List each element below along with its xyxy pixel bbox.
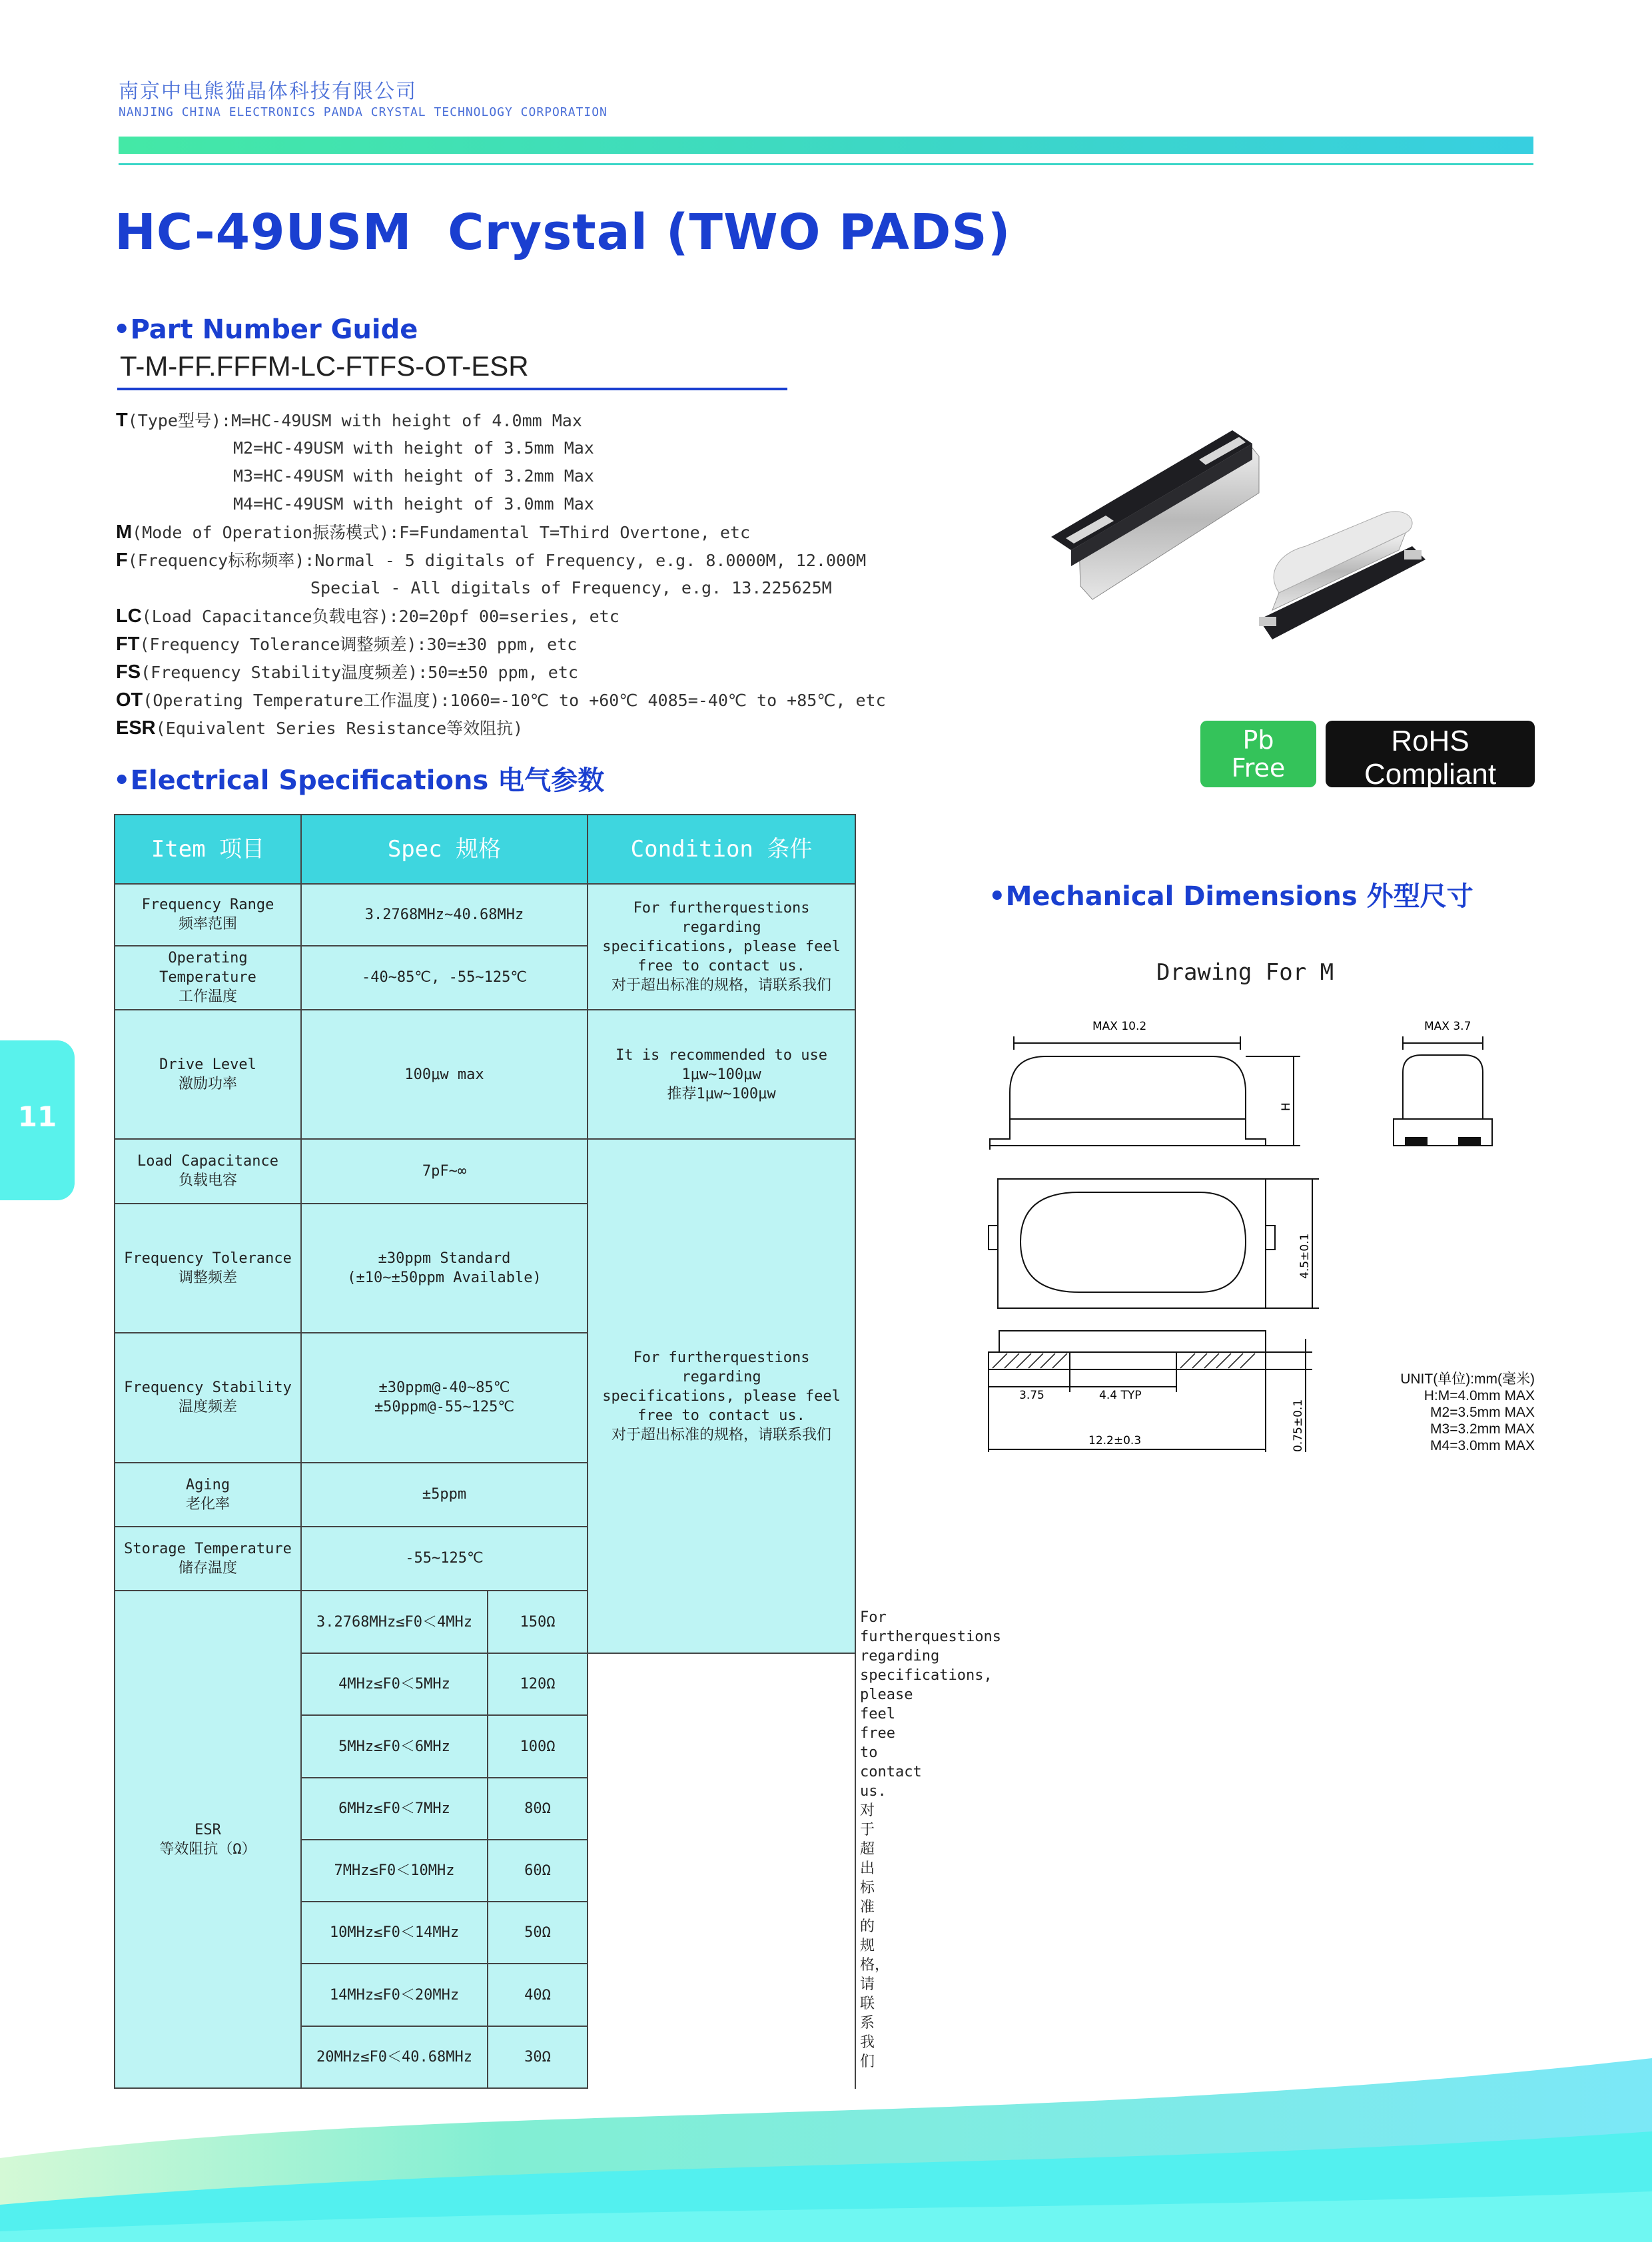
company-name-en: NANJING CHINA ELECTRONICS PANDA CRYSTAL TECHNOLOGY CORPORATION: [119, 105, 608, 119]
part-number-underline: [117, 388, 787, 390]
spec-cell: 100μw max: [301, 1010, 588, 1140]
electrical-spec-table: [114, 814, 1001, 2089]
table-row: [115, 1139, 855, 1203]
pb-free-badge: Pb Free: [1200, 721, 1316, 787]
pn-line-frequency-stability: FS(Frequency Stability温度频差):50=±50 ppm, etc: [116, 661, 578, 683]
table-row: [115, 884, 855, 945]
spec-cell: ±30ppm@-40~85℃ ±50ppm@-55~125℃: [301, 1333, 588, 1463]
esr-range-cell: 3.2768MHz≤F0＜4MHz: [301, 1591, 488, 1653]
esr-range-cell: 4MHz≤F0＜5MHz: [301, 1653, 488, 1715]
rohs-title: RoHS Compliant: [1364, 725, 1497, 791]
condition-cell: It is recommended to use 1μw~100μw 推荐1μw~100μw: [588, 1010, 855, 1140]
part-number-code: T-M-FF.FFFM-LC-FTFS-OT-ESR: [120, 350, 529, 382]
spec-cell: ±5ppm: [301, 1463, 588, 1527]
esr-range-cell: 10MHz≤F0＜14MHz: [301, 1902, 488, 1964]
electrical-specs-heading: •Electrical Specifications 电气参数: [113, 765, 605, 796]
page-title: HC-49USM Crystal (TWO PADS): [115, 204, 1011, 261]
crystal-photo: [1039, 420, 1452, 686]
unit-m4: M4=3.0mm MAX: [1430, 1438, 1535, 1453]
rohs-directive: Directive 2002/95/EC: [1342, 792, 1519, 813]
item-cell: Load Capacitance 负载电容: [115, 1139, 301, 1203]
esr-item-cell: ESR 等效阻抗（Ω）: [115, 1591, 301, 2088]
esr-range-cell: 6MHz≤F0＜7MHz: [301, 1778, 488, 1840]
dim-total-length: 12.2±0.3: [1088, 1434, 1142, 1447]
esr-range-cell: 14MHz≤F0＜20MHz: [301, 1964, 488, 2026]
esr-row: ESR 等效阻抗（Ω） 3.2768MHz≤F0＜4MHz 150Ω For furtherquestions regarding specifications, please feel free to contact us. 对于超出标准的规格，请联系我们: [115, 1591, 855, 1653]
table-header-row: [115, 815, 855, 884]
header-gradient-bar: [119, 137, 1533, 154]
esr-value-cell: 60Ω: [488, 1840, 588, 1902]
unit-title: UNIT(单位):mm(毫米): [1400, 1371, 1535, 1387]
condition-cell: For furtherquestions regarding specifications, please feel free to contact us. 对于超出标准的规格，请联系我们: [588, 1139, 855, 1653]
page-number: 11: [17, 1100, 57, 1133]
spec-cell: 7pF~∞: [301, 1139, 588, 1203]
dim-max-width: MAX 3.7: [1424, 1020, 1471, 1033]
esr-value-cell: 150Ω: [488, 1591, 588, 1653]
esr-range-cell: 20MHz≤F0＜40.68MHz: [301, 2026, 488, 2088]
part-number-guide-heading: •Part Number Guide: [113, 314, 418, 345]
item-cell: Aging 老化率: [115, 1463, 301, 1527]
pn-line-esr: ESR(Equivalent Series Resistance等效阻抗): [116, 717, 524, 739]
dim-height: H: [1280, 1102, 1293, 1111]
item-cell: Frequency Stability 温度频差: [115, 1333, 301, 1463]
spec-cell: -40~85℃, -55~125℃: [301, 946, 588, 1010]
item-cell: Frequency Range 频率范围: [115, 884, 301, 945]
col-header-item: Item 项目: [115, 815, 301, 884]
esr-range-cell: 5MHz≤F0＜6MHz: [301, 1715, 488, 1777]
esr-value-cell: 40Ω: [488, 1964, 588, 2026]
pn-line-m2: M2=HC-49USM with height of 3.5mm Max: [233, 438, 594, 458]
pn-line-load-capacitance: LC(Load Capacitance负载电容):20=20pf 00=series, etc: [116, 605, 620, 627]
item-cell: Operating Temperature 工作温度: [115, 946, 301, 1010]
esr-value-cell: 120Ω: [488, 1653, 588, 1715]
pn-line-operating-temp: OT(Operating Temperature工作温度):1060=-10℃ to +60℃ 4085=-40℃ to +85℃, etc: [116, 689, 886, 711]
col-header-spec: Spec 规格: [301, 815, 588, 884]
rohs-badge: [1326, 721, 1535, 813]
pn-line-mode: M(Mode of Operation振荡模式):F=Fundamental T=Third Overtone, etc: [116, 522, 750, 543]
esr-value-cell: 50Ω: [488, 1902, 588, 1964]
esr-value-cell: 30Ω: [488, 2026, 588, 2088]
unit-m2: M2=3.5mm MAX: [1430, 1405, 1535, 1420]
dim-pad: 3.75: [1019, 1389, 1044, 1402]
unit-legend: [1346, 1371, 1535, 1454]
pn-line-frequency-tolerance: FT(Frequency Tolerance调整频差):30=±30 ppm, etc: [116, 633, 578, 655]
spec-cell: -55~125℃: [301, 1527, 588, 1591]
header-rule: [119, 163, 1533, 165]
pn-line-frequency-special: Special - All digitals of Frequency, e.g. 13.225625M: [310, 578, 832, 597]
item-cell: Storage Temperature 储存温度: [115, 1527, 301, 1591]
table-row: [115, 1010, 855, 1140]
crystal-top-view: [1259, 512, 1426, 639]
esr-value-cell: 100Ω: [488, 1715, 588, 1777]
company-name-cn: 南京中电熊猫晶体科技有限公司: [119, 80, 417, 103]
bottom-wave-decoration: [0, 2058, 1652, 2242]
esr-range-cell: 7MHz≤F0＜10MHz: [301, 1840, 488, 1902]
item-cell: Drive Level 激励功率: [115, 1010, 301, 1140]
spec-cell: ±30ppm Standard (±10~±50ppm Available): [301, 1204, 588, 1333]
spec-cell: 3.2768MHz~40.68MHz: [301, 884, 588, 945]
dim-thickness: 0.75±0.1: [1292, 1399, 1305, 1452]
pn-line-frequency: F(Frequency标称频率):Normal - 5 digitals of Frequency, e.g. 8.0000M, 12.000M: [116, 550, 867, 571]
dim-max-length: MAX 10.2: [1092, 1020, 1147, 1033]
pn-line-m3: M3=HC-49USM with height of 3.2mm Max: [233, 466, 594, 486]
condition-cell: For furtherquestions regarding specifications, please feel free to contact us. 对于超出标准的规格，请联系我们: [588, 884, 855, 1009]
unit-m: H:M=4.0mm MAX: [1424, 1388, 1535, 1403]
mechanical-dimensions-heading: •Mechanical Dimensions 外型尺寸: [989, 881, 1473, 912]
esr-value-cell: 80Ω: [488, 1778, 588, 1840]
pn-line-type: T(Type型号):M=HC-49USM with height of 4.0mm Max: [116, 410, 582, 431]
pn-line-m4: M4=HC-49USM with height of 3.0mm Max: [233, 494, 594, 514]
dim-width: 4.5±0.1: [1298, 1233, 1312, 1279]
item-cell: Frequency Tolerance 调整频差: [115, 1204, 301, 1333]
unit-m3: M3=3.2mm MAX: [1430, 1421, 1535, 1437]
col-header-condition: Condition 条件: [588, 815, 855, 884]
drawing-title: Drawing For M: [1156, 959, 1334, 986]
crystal-bottom-view: [1051, 430, 1259, 599]
dim-pad-gap: 4.4 TYP: [1099, 1389, 1142, 1402]
